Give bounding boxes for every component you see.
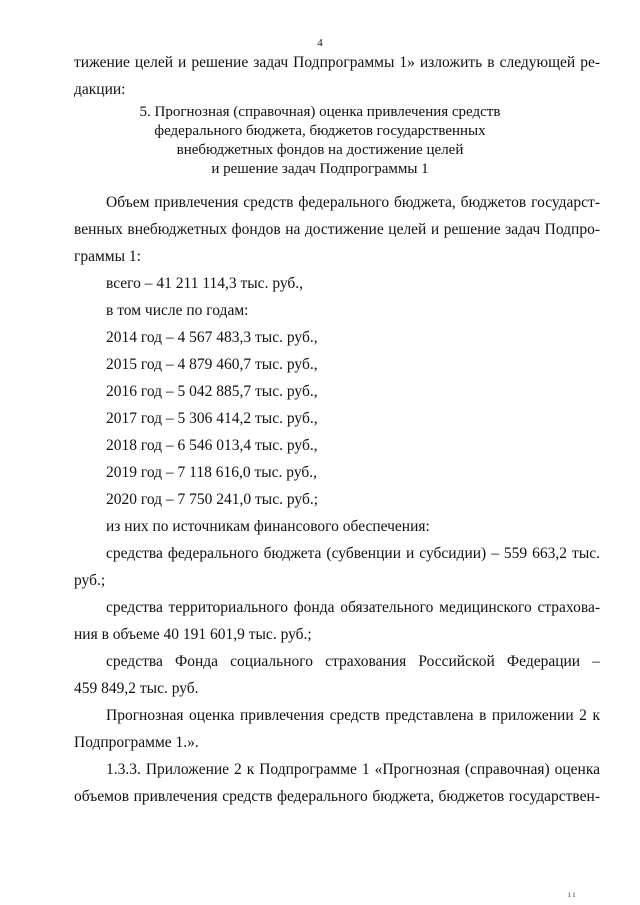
section-heading-line: федерального бюджета, бюджетов государственных [154,123,486,139]
year-line: 2020 год – 7 750 241,0 тыс. руб.; [106,491,319,508]
source-line: ния в объеме 40 191 601,9 тыс. руб.; [74,626,312,643]
year-line: 2019 год – 7 118 616,0 тыс. руб., [106,464,318,481]
source-line: средства федерального бюджета (субвенции и субсидии) – 559 663,2 тыс. [106,545,600,562]
total-line: всего – 41 211 114,3 тыс. руб., [106,275,304,292]
intro-line: дакции: [74,81,126,98]
scan-edge-mark: ı ı [568,889,576,899]
note-line: Прогнозная оценка привлечения средств представлена в приложении 2 к [106,707,600,724]
source-line: средства Фонда социального страхования Российской Федерации – [106,653,600,670]
item-line: объемов привлечения средств федерального бюджета, бюджетов государствен- [74,788,600,805]
intro-line: тижение целей и решение задач Подпрограммы 1» изложить в следующей ре- [74,54,600,71]
paragraph-line: венных внебюджетных фондов на достижение целей и решение задач Подпро- [74,221,600,238]
section-heading-line: и решение задач Подпрограммы 1 [211,161,429,177]
year-line: 2015 год – 4 879 460,7 тыс. руб., [106,356,318,373]
sources-label: из них по источникам финансового обеспечения: [106,518,430,535]
year-line: 2018 год – 6 546 013,4 тыс. руб., [106,437,318,454]
page-number: 4 [317,37,323,49]
paragraph-line: Объем привлечения средств федерального бюджета, бюджетов государст- [106,194,600,211]
year-line: 2016 год – 5 042 885,7 тыс. руб., [106,383,318,400]
paragraph-line: граммы 1: [74,248,141,265]
item-line: 1.3.3. Приложение 2 к Подпрограмме 1 «Прогнозная (справочная) оценка [106,761,600,778]
source-line: средства территориального фонда обязательного медицинского страхова- [106,599,600,616]
year-line: 2017 год – 5 306 414,2 тыс. руб., [106,410,318,427]
section-heading-line: 5. Прогнозная (справочная) оценка привлечения средств [139,104,501,120]
source-line: руб.; [74,572,106,589]
by-years-label: в том числе по годам: [106,302,249,319]
note-line: Подпрограмме 1.». [74,734,199,751]
section-heading-line: внебюджетных фондов на достижение целей [176,142,464,158]
source-line: 459 849,2 тыс. руб. [74,680,199,697]
year-line: 2014 год – 4 567 483,3 тыс. руб., [106,329,318,346]
